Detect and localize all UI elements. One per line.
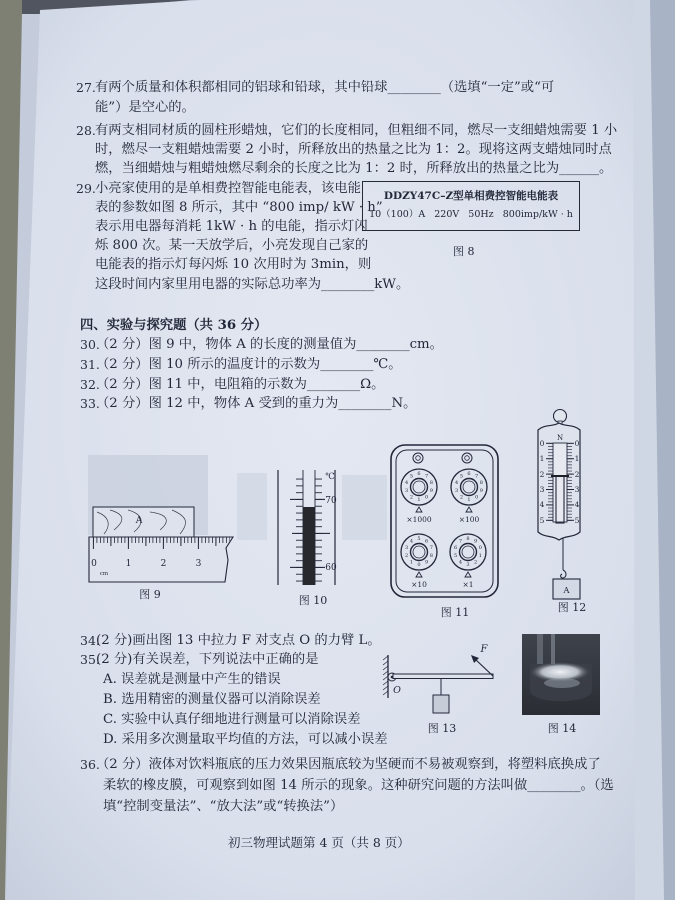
pivot-label: O: [393, 685, 401, 696]
question-35-number: 35.: [80, 652, 100, 667]
scale-label-left: 0: [539, 439, 545, 448]
dial-digit: 4: [409, 538, 413, 545]
dial-digit: 8: [479, 480, 483, 486]
dial-digit: 0: [425, 494, 429, 501]
question-35-option-d: D. 采用多次测量取平均值的方法，可以减小误差: [103, 732, 388, 747]
question-36-number: 36.: [80, 757, 100, 772]
dial-digit: 4: [458, 559, 462, 566]
dial-digit: 1: [417, 497, 421, 503]
question-30-number: 30.: [80, 337, 100, 352]
dial-digit: 5: [409, 473, 413, 480]
dial-digit: 0: [478, 545, 482, 551]
block-a-label: A: [135, 516, 143, 526]
figure-13-caption: 图 13: [427, 722, 457, 735]
thermometer-label-70: 70: [325, 496, 337, 506]
figure-13-lever: [383, 644, 493, 713]
figure-11-caption: 图 11: [440, 606, 470, 619]
dial-digit: 4: [455, 480, 459, 486]
scale-label-left: 5: [539, 516, 545, 525]
pointer-triangle-icon: [416, 507, 422, 512]
question-33-number: 33.: [80, 396, 100, 411]
hook-icon: [561, 570, 566, 578]
figure-9-caption: 图 9: [139, 588, 161, 601]
figure-12-spring-scale: [538, 410, 580, 600]
dial-x100: [451, 469, 487, 505]
question-29-text: 这段时间内家里用电器的实际总功率为________kW。: [95, 277, 410, 292]
question-29-text: 烁 800 次。某一天放学后，小亮发现自己家的: [95, 238, 369, 253]
dial-digit: 2: [409, 494, 413, 501]
dial-digit: 9: [425, 559, 429, 566]
question-34-text: (2 分)画出图 13 中拉力 F 对支点 O 的力臂 L。: [96, 633, 381, 648]
thermometer-label-60: 60: [325, 563, 337, 573]
dial-digit: 3: [466, 562, 470, 568]
meter-spec-line: 10（100）A 220V 50Hz 800imp/kW · h: [369, 209, 573, 220]
thermometer-unit: ℃: [325, 472, 335, 482]
question-35-text: (2 分)有关误差，下列说法中正确的是: [96, 652, 319, 667]
figure-14-photo: [522, 634, 600, 715]
dial-digit: 7: [458, 538, 462, 545]
dial-x1: [450, 534, 486, 570]
page-footer: 初三物理试题第 4 页（共 8 页）: [228, 835, 410, 850]
terminal-knob-icon: [413, 453, 423, 463]
question-36-text: （2 分）液体对饮料瓶底的压力效果因瓶底较为坚硬而不易被观察到，将塑料底换成了: [96, 757, 601, 772]
dial-multiplier-label: ×10: [411, 580, 427, 589]
dial-digit: 7: [429, 545, 433, 551]
question-29-text: 电能表的指示灯每闪烁 10 次用时为 3min，则: [95, 257, 372, 272]
dial-digit: 6: [417, 471, 421, 477]
figure-12-caption: 图 12: [557, 601, 587, 614]
question-29-text: 表的参数如图 8 所示，其中 “800 imp/ kW · h”: [95, 200, 383, 215]
pointer-triangle-icon: [465, 572, 471, 577]
question-32-number: 32.: [80, 377, 100, 392]
liquid-column: [303, 507, 315, 585]
dial-digit: 2: [474, 559, 478, 566]
dial-digit: 5: [454, 553, 458, 559]
force-arrow: [475, 659, 493, 676]
dial-digit: 3: [405, 545, 409, 551]
figure-10-thermometer: [278, 470, 337, 585]
question-29-number: 29.: [76, 181, 96, 196]
meter-model-title: DDZY47C–Z型单相费控智能电能表: [383, 190, 559, 202]
dial-digit: 8: [466, 536, 470, 542]
dial-digit: 0: [417, 562, 421, 568]
dial-digit: 0: [475, 494, 479, 501]
question-29-text: 表示用电器每消耗 1kW · h 的电能，指示灯闪: [95, 219, 368, 234]
dial-digit: 1: [478, 553, 482, 559]
dial-digit: 3: [455, 488, 459, 494]
dial-multiplier-label: ×1: [462, 580, 474, 589]
dial-digit: 9: [429, 488, 433, 494]
terminal-knob-icon: [462, 453, 472, 463]
ruler-label-3: 3: [195, 559, 202, 569]
figure-10-caption: 图 10: [298, 594, 328, 607]
block-a: [93, 507, 194, 537]
question-27-number: 27.: [76, 80, 96, 95]
figure-11-resistance-box: [391, 445, 498, 597]
figure-8-caption: 图 8: [453, 245, 475, 258]
dial-digit: 7: [425, 473, 429, 480]
object-a-label: A: [563, 586, 570, 596]
question-31-text: （2 分）图 10 所示的温度计的示数为________℃。: [96, 357, 402, 372]
dial-digit: 6: [425, 538, 429, 545]
question-33-text: （2 分）图 12 中，物体 A 受到的重力为________N。: [96, 396, 417, 411]
question-29-text: 小亮家使用的是单相费控智能电能表，该电能: [95, 181, 361, 196]
ruler-unit: cm: [99, 571, 109, 577]
dial-digit: 5: [459, 473, 463, 480]
ruler-label-0: 0: [91, 559, 97, 569]
dial-digit: 9: [479, 488, 483, 494]
question-28-text: 有两支相同材质的圆柱形蜡烛，它们的长度相同，但粗细不同，燃尽一支细蜡烛需要 1 小: [95, 123, 618, 138]
wall-hatching: [383, 656, 388, 695]
dial-digit: 6: [454, 545, 458, 551]
hanging-ring-icon: [554, 410, 567, 423]
dial-multiplier-label: ×100: [458, 515, 480, 524]
scale-label-left: 2: [539, 470, 545, 479]
dial-digit: 5: [417, 536, 421, 542]
scale-label-right: 2: [574, 470, 580, 479]
dial-multiplier-label: ×1000: [406, 515, 432, 524]
question-30-text: （2 分）图 9 中，物体 A 的长度的测量值为________cm。: [96, 337, 443, 352]
scale-label-left: 3: [539, 485, 545, 494]
dial-digit: 2: [459, 494, 463, 501]
pointer-triangle-icon: [466, 507, 472, 512]
dial-x1000: [401, 469, 437, 505]
question-27-text: 能”）是空心的。: [95, 100, 195, 115]
question-32-text: （2 分）图 11 中，电阻箱的示数为________Ω。: [96, 377, 385, 392]
question-31-number: 31.: [80, 357, 100, 372]
lever-bar: [393, 674, 493, 679]
dial-digit: 7: [475, 473, 479, 480]
figure-14-caption: 图 14: [547, 722, 577, 735]
scale-unit: N: [556, 434, 564, 442]
question-28-text: 时，燃尽一支粗蜡烛需要 2 小时，所释放出的热量之比为 1：2。现将这两支蜡烛同时点: [95, 142, 612, 157]
ruler-label-1: 1: [125, 559, 132, 569]
hanging-weight: [433, 695, 449, 713]
question-28-text: 燃，当细蜡烛与粗蜡烛燃尽剩余的长度之比为 1：2 时，所释放出的热量之比为______。: [95, 161, 613, 176]
scale-label-left: 1: [539, 454, 545, 463]
ruler-label-2: 2: [160, 559, 167, 569]
scale-label-right: 5: [574, 516, 580, 525]
question-35-option-b: B. 选用精密的测量仪器可以消除误差: [103, 692, 321, 707]
dial-x10: [401, 534, 437, 570]
dial-digit: 8: [429, 553, 433, 559]
question-36-text: 填“控制变量法”、“放大法”或“转换法”）: [103, 799, 344, 814]
scale-label-right: 0: [574, 439, 580, 448]
dial-digit: 6: [467, 471, 471, 477]
scale-label-right: 3: [574, 485, 580, 494]
scale-label-right: 1: [574, 454, 580, 463]
dial-digit: 1: [467, 497, 471, 503]
scale-label-right: 4: [574, 500, 580, 509]
question-27-text: 有两个质量和体积都相同的铝球和铅球，其中铅球________（选填“一定”或“可: [95, 80, 555, 95]
dial-digit: 1: [409, 559, 413, 566]
dial-digit: 9: [474, 538, 478, 545]
dial-digit: 4: [405, 480, 409, 486]
question-35-option-a: A. 误差就是测量中产生的错误: [103, 672, 281, 687]
question-36-text: 柔软的橡皮膜，可观察到如图 14 所示的现象。这种研究问题的方法叫做________。（选: [103, 778, 614, 793]
dial-digit: 3: [405, 488, 409, 494]
scale-label-left: 4: [539, 500, 545, 509]
question-28-number: 28.: [76, 123, 96, 138]
section-four-heading: 四、实验与探究题（共 36 分）: [80, 318, 268, 333]
question-34-number: 34.: [80, 633, 100, 648]
question-35-option-c: C. 实验中认真仔细地进行测量可以消除误差: [103, 712, 361, 727]
pointer-triangle-icon: [416, 572, 422, 577]
force-label: F: [480, 644, 488, 655]
figure-9-ruler: [89, 507, 233, 582]
dial-digit: 8: [429, 480, 433, 486]
dial-digit: 2: [405, 553, 409, 559]
